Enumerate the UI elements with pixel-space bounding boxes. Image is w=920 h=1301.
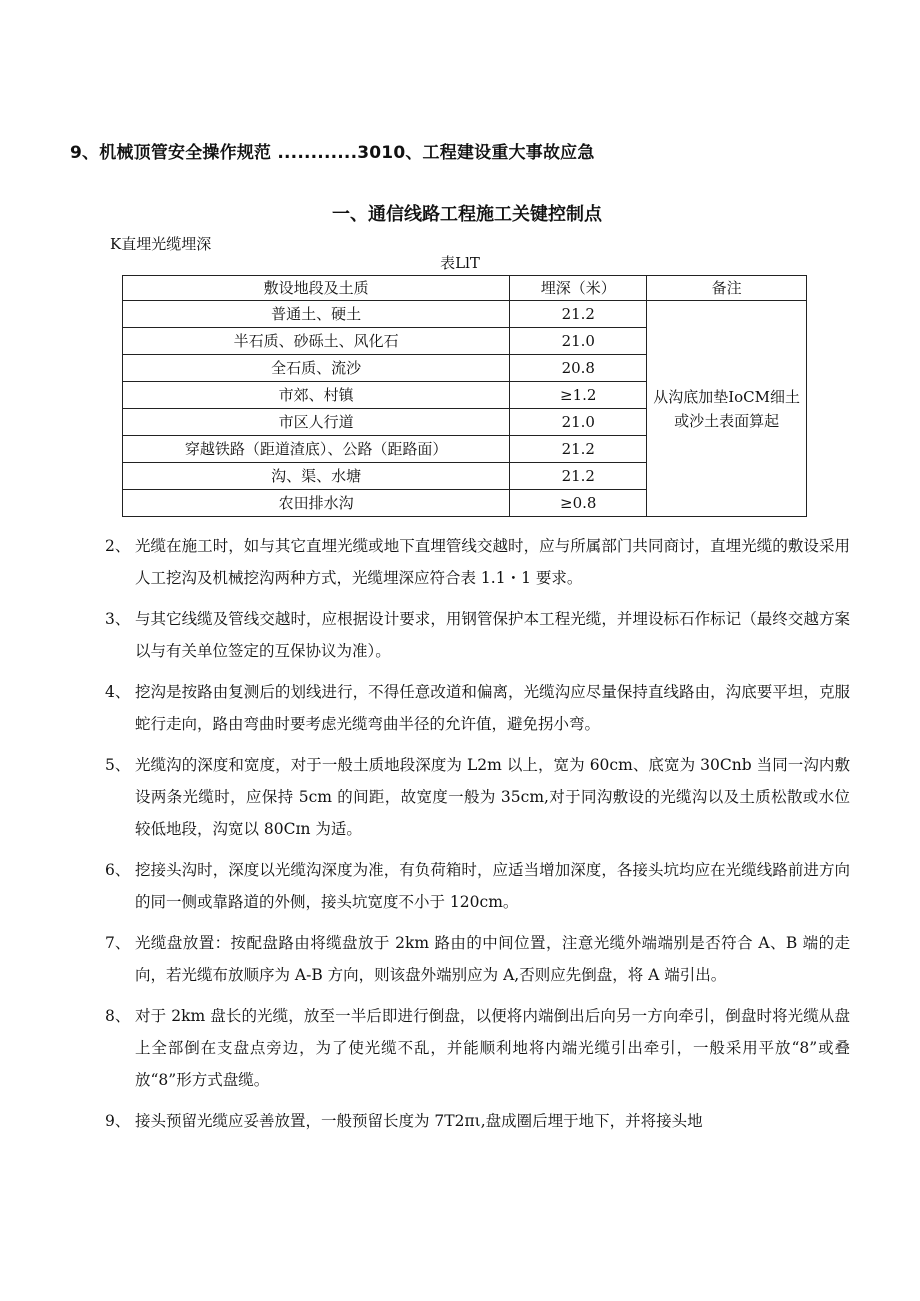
paragraph-2: [105, 530, 850, 594]
soil-cell: 半石质、砂砾土、风化石: [123, 328, 510, 355]
toc-line: 9、机械顶管安全操作规范 ............3010、工程建设重大事故应急: [70, 143, 595, 163]
sub-title: K直埋光缆埋深: [110, 235, 212, 253]
table-header-row: [123, 276, 807, 301]
table-caption: 表LlT: [440, 254, 480, 272]
depth-cell: 20.8: [510, 355, 647, 382]
depth-cell: 21.2: [510, 301, 647, 328]
paragraph-text: 光缆盘放置：按配盘路由将缆盘放于 2km 路由的中间位置，注意光缆外端端别是否符合 A、B 端的走向，若光缆布放顺序为 A-B 方向，则该盘外端别应为 A,否则应先倒盘，将 A 端引出。: [135, 934, 850, 984]
paragraph-text: 对于 2km 盘长的光缆，放至一半后即进行倒盘，以便将内端倒出后向另一方向牵引，倒盘时将光缆从盘上全部倒在支盘点旁边，为了使光缆不乱，并能顺利地将内端光缆引出牵引，一般采用平放“8”或叠放“8”形方式盘缆。: [135, 1007, 850, 1089]
note-cell: 从沟底加垫IoCM细土或沙土表面算起: [647, 301, 807, 517]
paragraph-6: [105, 854, 850, 918]
depth-cell: 21.0: [510, 409, 647, 436]
burial-depth-table: [122, 275, 807, 517]
soil-cell: 市郊、村镇: [123, 382, 510, 409]
paragraph-text: 挖沟是按路由复测后的划线进行，不得任意改道和偏离，光缆沟应尽量保持直线路由，沟底要平坦，克服蛇行走向，路由弯曲时要考虑光缆弯曲半径的允许值，避免拐小弯。: [135, 683, 850, 733]
header-depth: 埋深（米）: [510, 276, 647, 301]
paragraph-number: 3、: [105, 610, 131, 628]
paragraph-3: [105, 603, 850, 667]
paragraph-8: [105, 1000, 850, 1096]
body-paragraphs: [105, 530, 850, 1146]
header-note: 备注: [647, 276, 807, 301]
paragraph-text: 光缆沟的深度和宽度，对于一般土质地段深度为 L2m 以上，宽为 60cm、底宽为 30Cnb 当同一沟内敷设两条光缆时，应保持 5cm 的间距，故宽度一般为 35cm,对于同沟敷设的光缆沟以及土质松散或水位较低地段，沟宽以 80Cɪn 为适。: [135, 756, 850, 838]
paragraph-number: 5、: [105, 756, 131, 774]
paragraph-number: 4、: [105, 683, 131, 701]
depth-cell: 21.2: [510, 463, 647, 490]
soil-cell: 穿越铁路（距道渣底）、公路（距路面）: [123, 436, 510, 463]
paragraph-5: [105, 749, 850, 845]
header-section-soil: 敷设地段及土质: [123, 276, 510, 301]
section-title: 一、通信线路工程施工关键控制点: [332, 204, 602, 225]
paragraph-number: 8、: [105, 1007, 131, 1025]
paragraph-text: 挖接头沟时，深度以光缆沟深度为准，有负荷箱时，应适当增加深度，各接头坑均应在光缆线路前进方向的同一侧或靠路道的外侧，接头坑宽度不小于 120cm。: [135, 861, 850, 911]
depth-cell: ≥0.8: [510, 490, 647, 517]
soil-cell: 市区人行道: [123, 409, 510, 436]
paragraph-7: [105, 927, 850, 991]
paragraph-text: 接头预留光缆应妥善放置，一般预留长度为 7T2πι,盘成圈后埋于地下，并将接头地: [135, 1112, 703, 1130]
paragraph-4: [105, 676, 850, 740]
depth-cell: 21.2: [510, 436, 647, 463]
depth-cell: 21.0: [510, 328, 647, 355]
paragraph-number: 6、: [105, 861, 131, 879]
soil-cell: 沟、渠、水塘: [123, 463, 510, 490]
soil-cell: 农田排水沟: [123, 490, 510, 517]
soil-cell: 普通土、硬土: [123, 301, 510, 328]
depth-cell: ≥1.2: [510, 382, 647, 409]
paragraph-text: 与其它线缆及管线交越时，应根据设计要求，用钢管保护本工程光缆，并埋设标石作标记（最终交越方案以与有关单位签定的互保协议为准）。: [135, 610, 850, 660]
paragraph-number: 7、: [105, 934, 131, 952]
paragraph-number: 9、: [105, 1112, 131, 1130]
paragraph-number: 2、: [105, 537, 131, 555]
paragraph-text: 光缆在施工时，如与其它直埋光缆或地下直埋管线交越时，应与所属部门共同商讨，直埋光缆的敷设采用人工挖沟及机械挖沟两种方式，光缆埋深应符合表 1.1・1 要求。: [135, 537, 850, 587]
soil-cell: 全石质、流沙: [123, 355, 510, 382]
table-row: [123, 301, 807, 328]
paragraph-9: [105, 1105, 850, 1137]
